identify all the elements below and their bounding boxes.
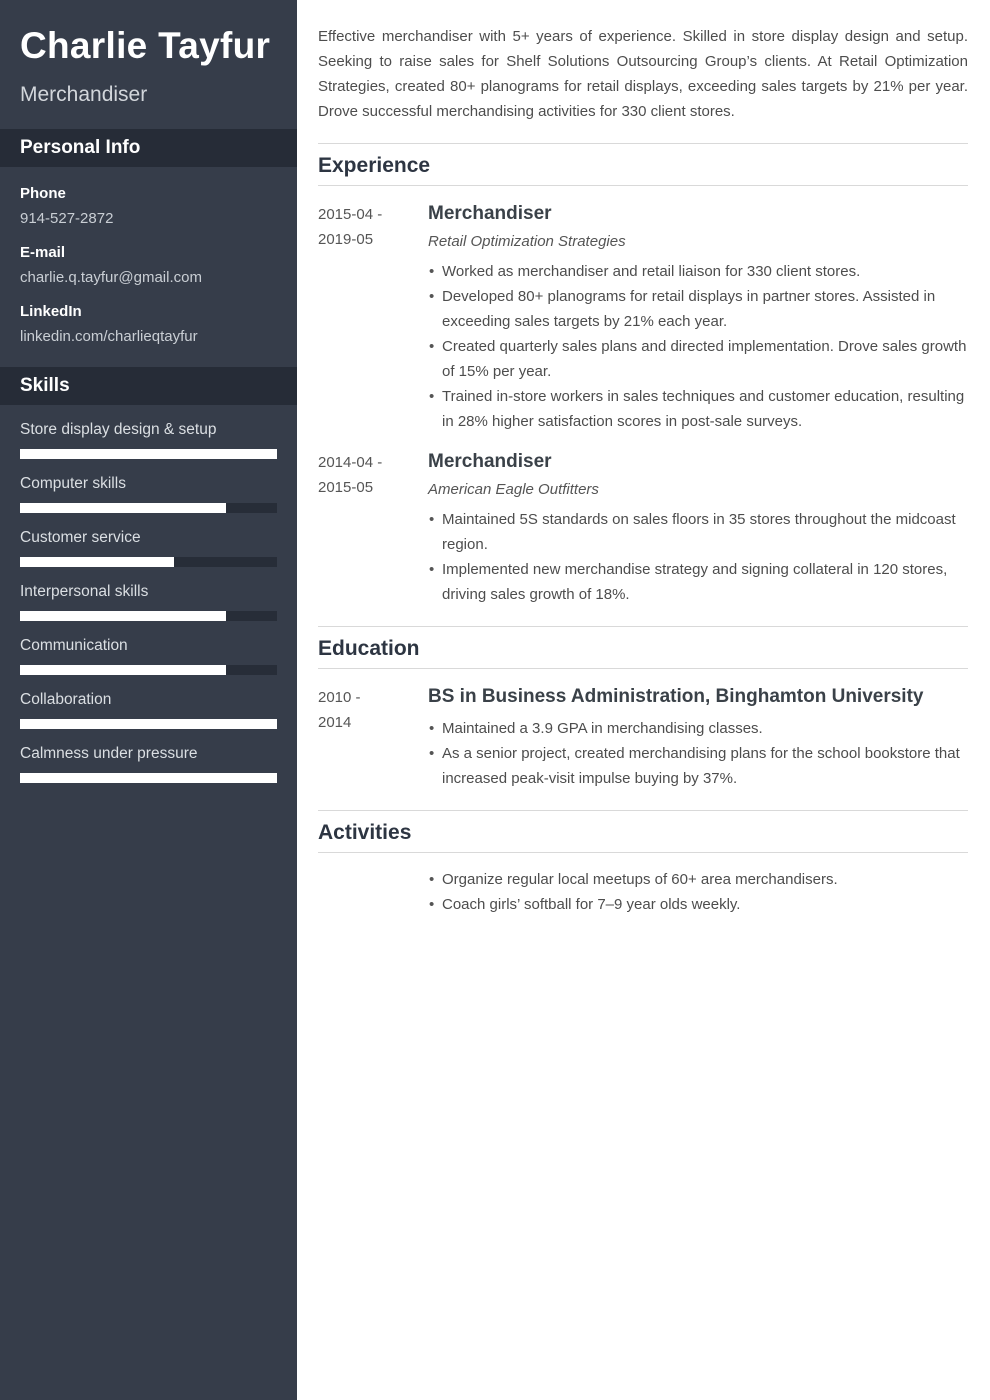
bullet-item: • Organize regular local meetups of 60+ area merchandisers. (428, 867, 968, 892)
skill-bar (20, 503, 277, 513)
skill-label: Customer service (20, 529, 141, 546)
skill-bar (20, 611, 277, 621)
entry-bullets (428, 716, 968, 791)
skill-bar-fill (20, 773, 277, 783)
section-heading: Experience (318, 143, 968, 186)
section-heading: Education (318, 626, 968, 669)
skill-bar-fill (20, 719, 277, 729)
skill-item (20, 474, 277, 513)
entry-title: BS in Business Administration, Binghamton University (428, 686, 924, 707)
skill-item (20, 528, 277, 567)
skill-bar-fill (20, 665, 226, 675)
entry-company: American Eagle Outfitters (428, 481, 599, 498)
skill-item (20, 744, 277, 783)
resume-main (297, 0, 990, 936)
experience-entry (318, 186, 968, 434)
date-end: 2019-05 (318, 231, 374, 248)
entry-dates (318, 685, 428, 791)
activities-entry (318, 853, 968, 917)
entry-dates (318, 202, 428, 434)
skill-bar (20, 773, 277, 783)
skill-item (20, 690, 277, 729)
entry-details (428, 867, 968, 917)
entry-bullets (428, 867, 968, 917)
contact-label: E-mail (20, 244, 66, 261)
skill-item (20, 636, 277, 675)
education-entry (318, 669, 968, 791)
skill-label: Calmness under pressure (20, 745, 198, 762)
skill-item (20, 420, 277, 459)
skill-bar (20, 719, 277, 729)
section-activities (318, 810, 968, 936)
bullet-item: • Developed 80+ planograms for retail displays in partner stores. Assisted in exceeding sales targets by 21% each year. (428, 284, 968, 334)
contact-item-linkedin (20, 303, 277, 345)
entry-details (428, 685, 968, 791)
contact-item-phone (20, 185, 277, 227)
skills-heading: Skills (0, 367, 297, 405)
entry-bullets (428, 259, 968, 434)
skill-label: Interpersonal skills (20, 583, 149, 600)
candidate-name: Charlie Tayfur (20, 25, 271, 66)
bullet-item: • As a senior project, created merchandising plans for the school bookstore that increased peak-visit impulse buying by 37%. (428, 741, 968, 791)
skill-bar (20, 557, 277, 567)
candidate-job-title: Merchandiser (20, 83, 148, 106)
bullet-item: • Worked as merchandiser and retail liaison for 330 client stores. (428, 259, 968, 284)
email-value: charlie.q.tayfur@gmail.com (20, 269, 202, 286)
contact-label: Phone (20, 185, 66, 202)
skill-bar-fill (20, 557, 174, 567)
skill-item (20, 582, 277, 621)
entry-details (428, 450, 968, 607)
personal-info-list (0, 167, 297, 345)
skill-bar-fill (20, 503, 226, 513)
entry-title: Merchandiser (428, 451, 552, 472)
sidebar (0, 0, 297, 1400)
bullet-item: • Maintained a 3.9 GPA in merchandising classes. (428, 716, 968, 741)
entry-title: Merchandiser (428, 203, 552, 224)
skill-label: Computer skills (20, 475, 126, 492)
entry-dates (318, 867, 428, 917)
linkedin-value: linkedin.com/charlieqtayfur (20, 328, 198, 345)
phone-value: 914-527-2872 (20, 210, 114, 227)
experience-entry (318, 434, 968, 607)
section-experience (318, 143, 968, 626)
contact-label: LinkedIn (20, 303, 82, 320)
date-start: 2010 - (318, 689, 361, 706)
skill-label: Store display design & setup (20, 421, 217, 438)
entry-dates (318, 450, 428, 607)
bullet-item: • Maintained 5S standards on sales floors in 35 stores throughout the midcoast region. (428, 507, 968, 557)
skill-label: Communication (20, 637, 128, 654)
bullet-item: • Implemented new merchandise strategy and signing collateral in 120 stores, driving sales growth of 18%. (428, 557, 968, 607)
skill-bar-fill (20, 611, 226, 621)
personal-info-heading: Personal Info (0, 129, 297, 167)
entry-company: Retail Optimization Strategies (428, 233, 626, 250)
skills-list (0, 420, 297, 783)
contact-item-email (20, 244, 277, 286)
section-heading: Activities (318, 810, 968, 853)
date-end: 2014 (318, 714, 352, 731)
skill-bar (20, 665, 277, 675)
bullet-item: • Coach girls’ softball for 7–9 year olds weekly. (428, 892, 968, 917)
date-end: 2015-05 (318, 479, 374, 496)
summary-text: Effective merchandiser with 5+ years of experience. Skilled in store display design and setup. Seeking to raise sales for Shelf Solutions Outsourcing Group’s clients. At Retail Optimization Strategies, created 80+ planograms for retail displays, exceeding sales targets by 21% per year. Drove successful merchandising activities for 330 client stores. (318, 28, 968, 120)
skill-label: Collaboration (20, 691, 112, 708)
date-start: 2015-04 - (318, 206, 383, 223)
date-start: 2014-04 - (318, 454, 383, 471)
entry-bullets (428, 507, 968, 607)
entry-details (428, 202, 968, 434)
skill-bar-fill (20, 449, 277, 459)
skill-bar (20, 449, 277, 459)
section-education (318, 626, 968, 810)
bullet-item: • Trained in-store workers in sales techniques and customer education, resulting in 28% higher satisfaction scores in post-sale surveys. (428, 384, 968, 434)
bullet-item: • Created quarterly sales plans and directed implementation. Drove sales growth of 15% per year. (428, 334, 968, 384)
